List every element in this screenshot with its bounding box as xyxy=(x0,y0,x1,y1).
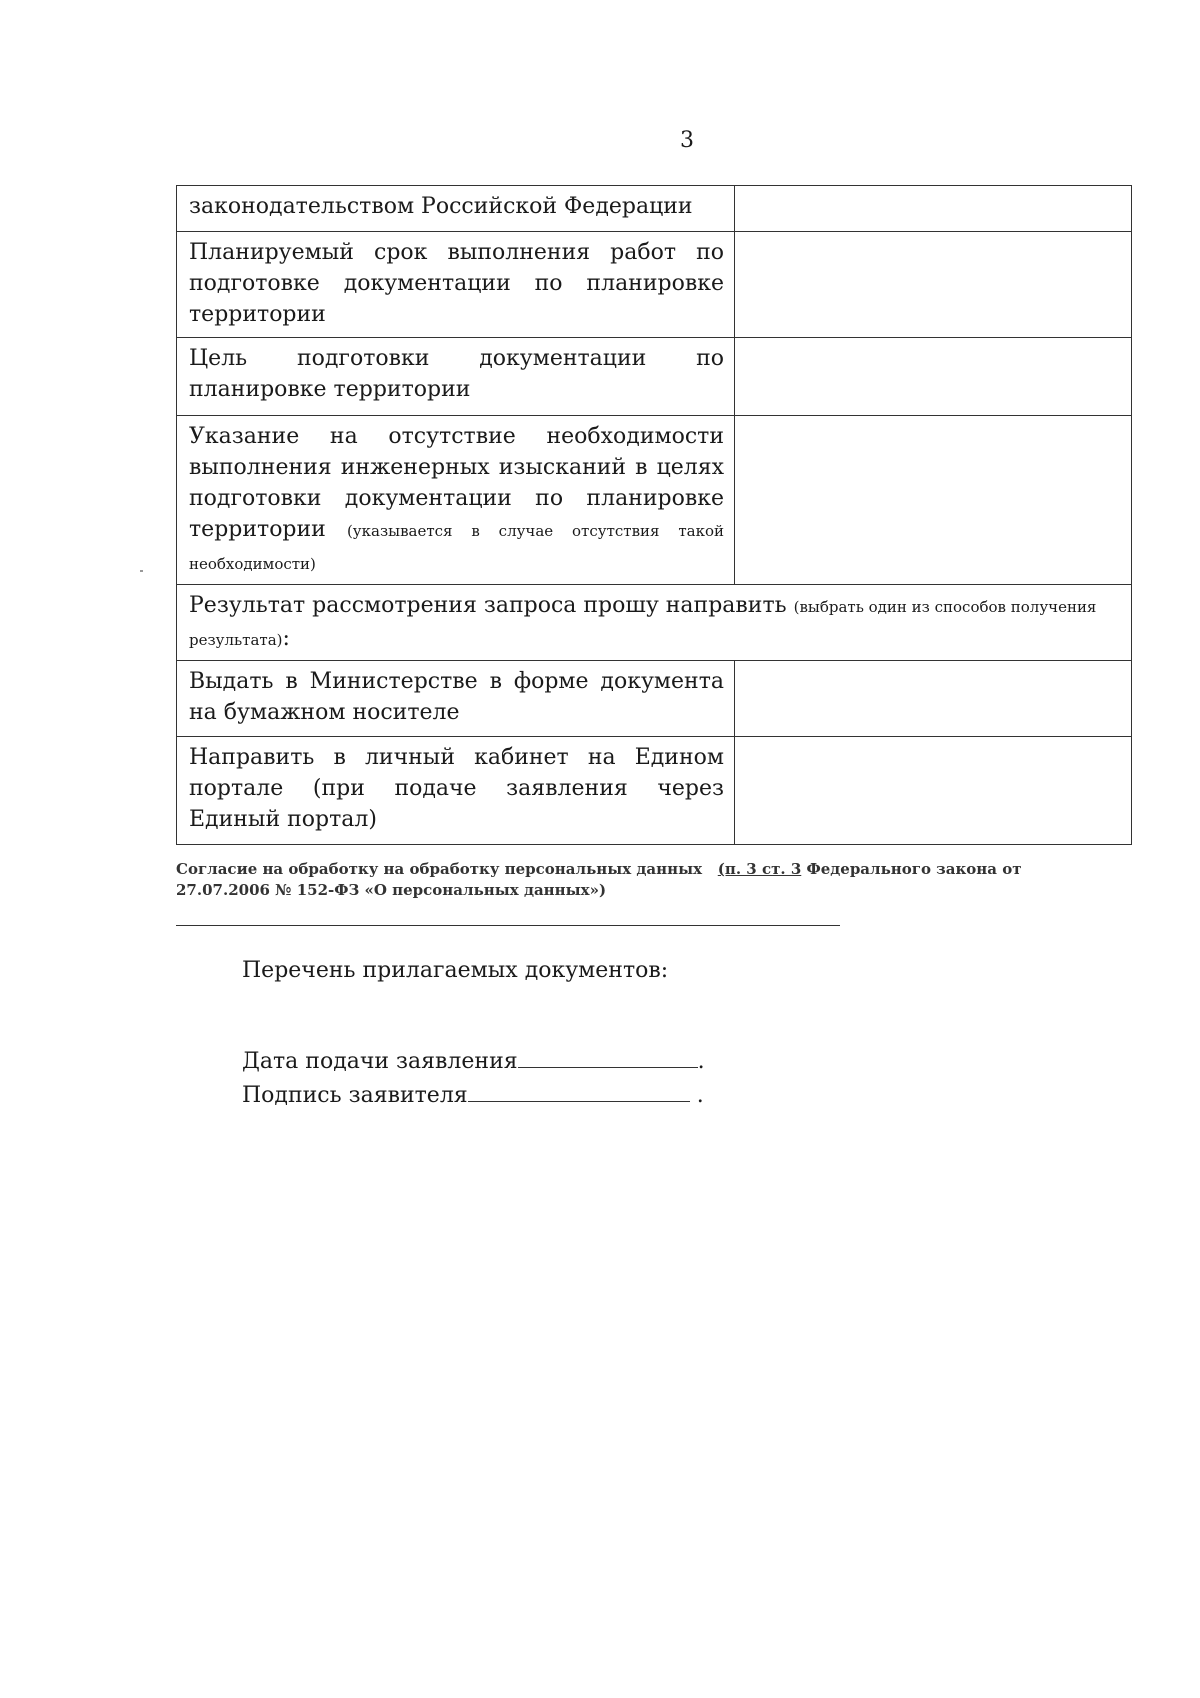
table-row xyxy=(177,232,1132,338)
row-value-legislation[interactable] xyxy=(735,186,1132,232)
result-header-cell xyxy=(177,585,1132,661)
row-label-no-surveys xyxy=(177,416,735,585)
signature-block xyxy=(242,1045,705,1113)
date-label: Дата подачи заявления xyxy=(242,1049,518,1074)
no-surveys-text: Указание на отсутствие необходимости выполнения инженерных изысканий в целях подготовки документации по планировке территории xyxy=(189,424,724,542)
attachments-label: Перечень прилагаемых документов: xyxy=(242,958,669,983)
table-row xyxy=(177,737,1132,845)
signature-field[interactable] xyxy=(468,1079,690,1102)
signature-label: Подпись заявителя xyxy=(242,1083,468,1108)
consent-law-reference: (п. 3 ст. 3 xyxy=(717,860,802,878)
table-row xyxy=(177,186,1132,232)
consent-signature-line[interactable] xyxy=(176,925,840,926)
row-value-purpose[interactable] xyxy=(735,338,1132,416)
date-end-mark: . xyxy=(697,1049,705,1074)
table-row xyxy=(177,585,1132,661)
consent-law-name: Федерального закона от 27.07.2006 № 152-ФЗ «О персональных данных») xyxy=(176,860,1022,899)
row-value-planned-term[interactable] xyxy=(735,232,1132,338)
result-header-label: Результат рассмотрения запроса прошу направить xyxy=(189,593,787,618)
option-value-paper[interactable] xyxy=(735,661,1132,737)
table-row xyxy=(177,416,1132,585)
result-header-note: (выбрать один из способов получения результата) xyxy=(189,598,1097,649)
signature-row xyxy=(242,1079,705,1113)
option-value-portal[interactable] xyxy=(735,737,1132,845)
row-label-planned-term: Планируемый срок выполнения работ по подготовке документации по планировке территории xyxy=(177,232,735,338)
row-value-no-surveys[interactable] xyxy=(735,416,1132,585)
row-label-legislation: законодательством Российской Федерации xyxy=(177,186,735,232)
application-form-table xyxy=(176,185,1132,845)
option-label-portal: Направить в личный кабинет на Едином портале (при подаче заявления через Единый портал) xyxy=(177,737,735,845)
row-label-purpose: Цель подготовки документации по планировке территории xyxy=(177,338,735,416)
table-row xyxy=(177,338,1132,416)
consent-text: Согласие на обработку на обработку персональных данных xyxy=(176,860,703,878)
table-row xyxy=(177,661,1132,737)
date-field[interactable] xyxy=(518,1045,698,1068)
scan-artifact xyxy=(140,570,143,572)
no-surveys-note: (указывается в случае отсутствия такой необходимости) xyxy=(189,522,724,573)
result-header-colon: : xyxy=(282,626,290,651)
personal-data-consent xyxy=(176,859,1106,901)
option-label-paper: Выдать в Министерстве в форме документа на бумажном носителе xyxy=(177,661,735,737)
date-row xyxy=(242,1045,705,1079)
page-number: 3 xyxy=(680,128,694,153)
signature-end-mark: . xyxy=(696,1083,704,1108)
